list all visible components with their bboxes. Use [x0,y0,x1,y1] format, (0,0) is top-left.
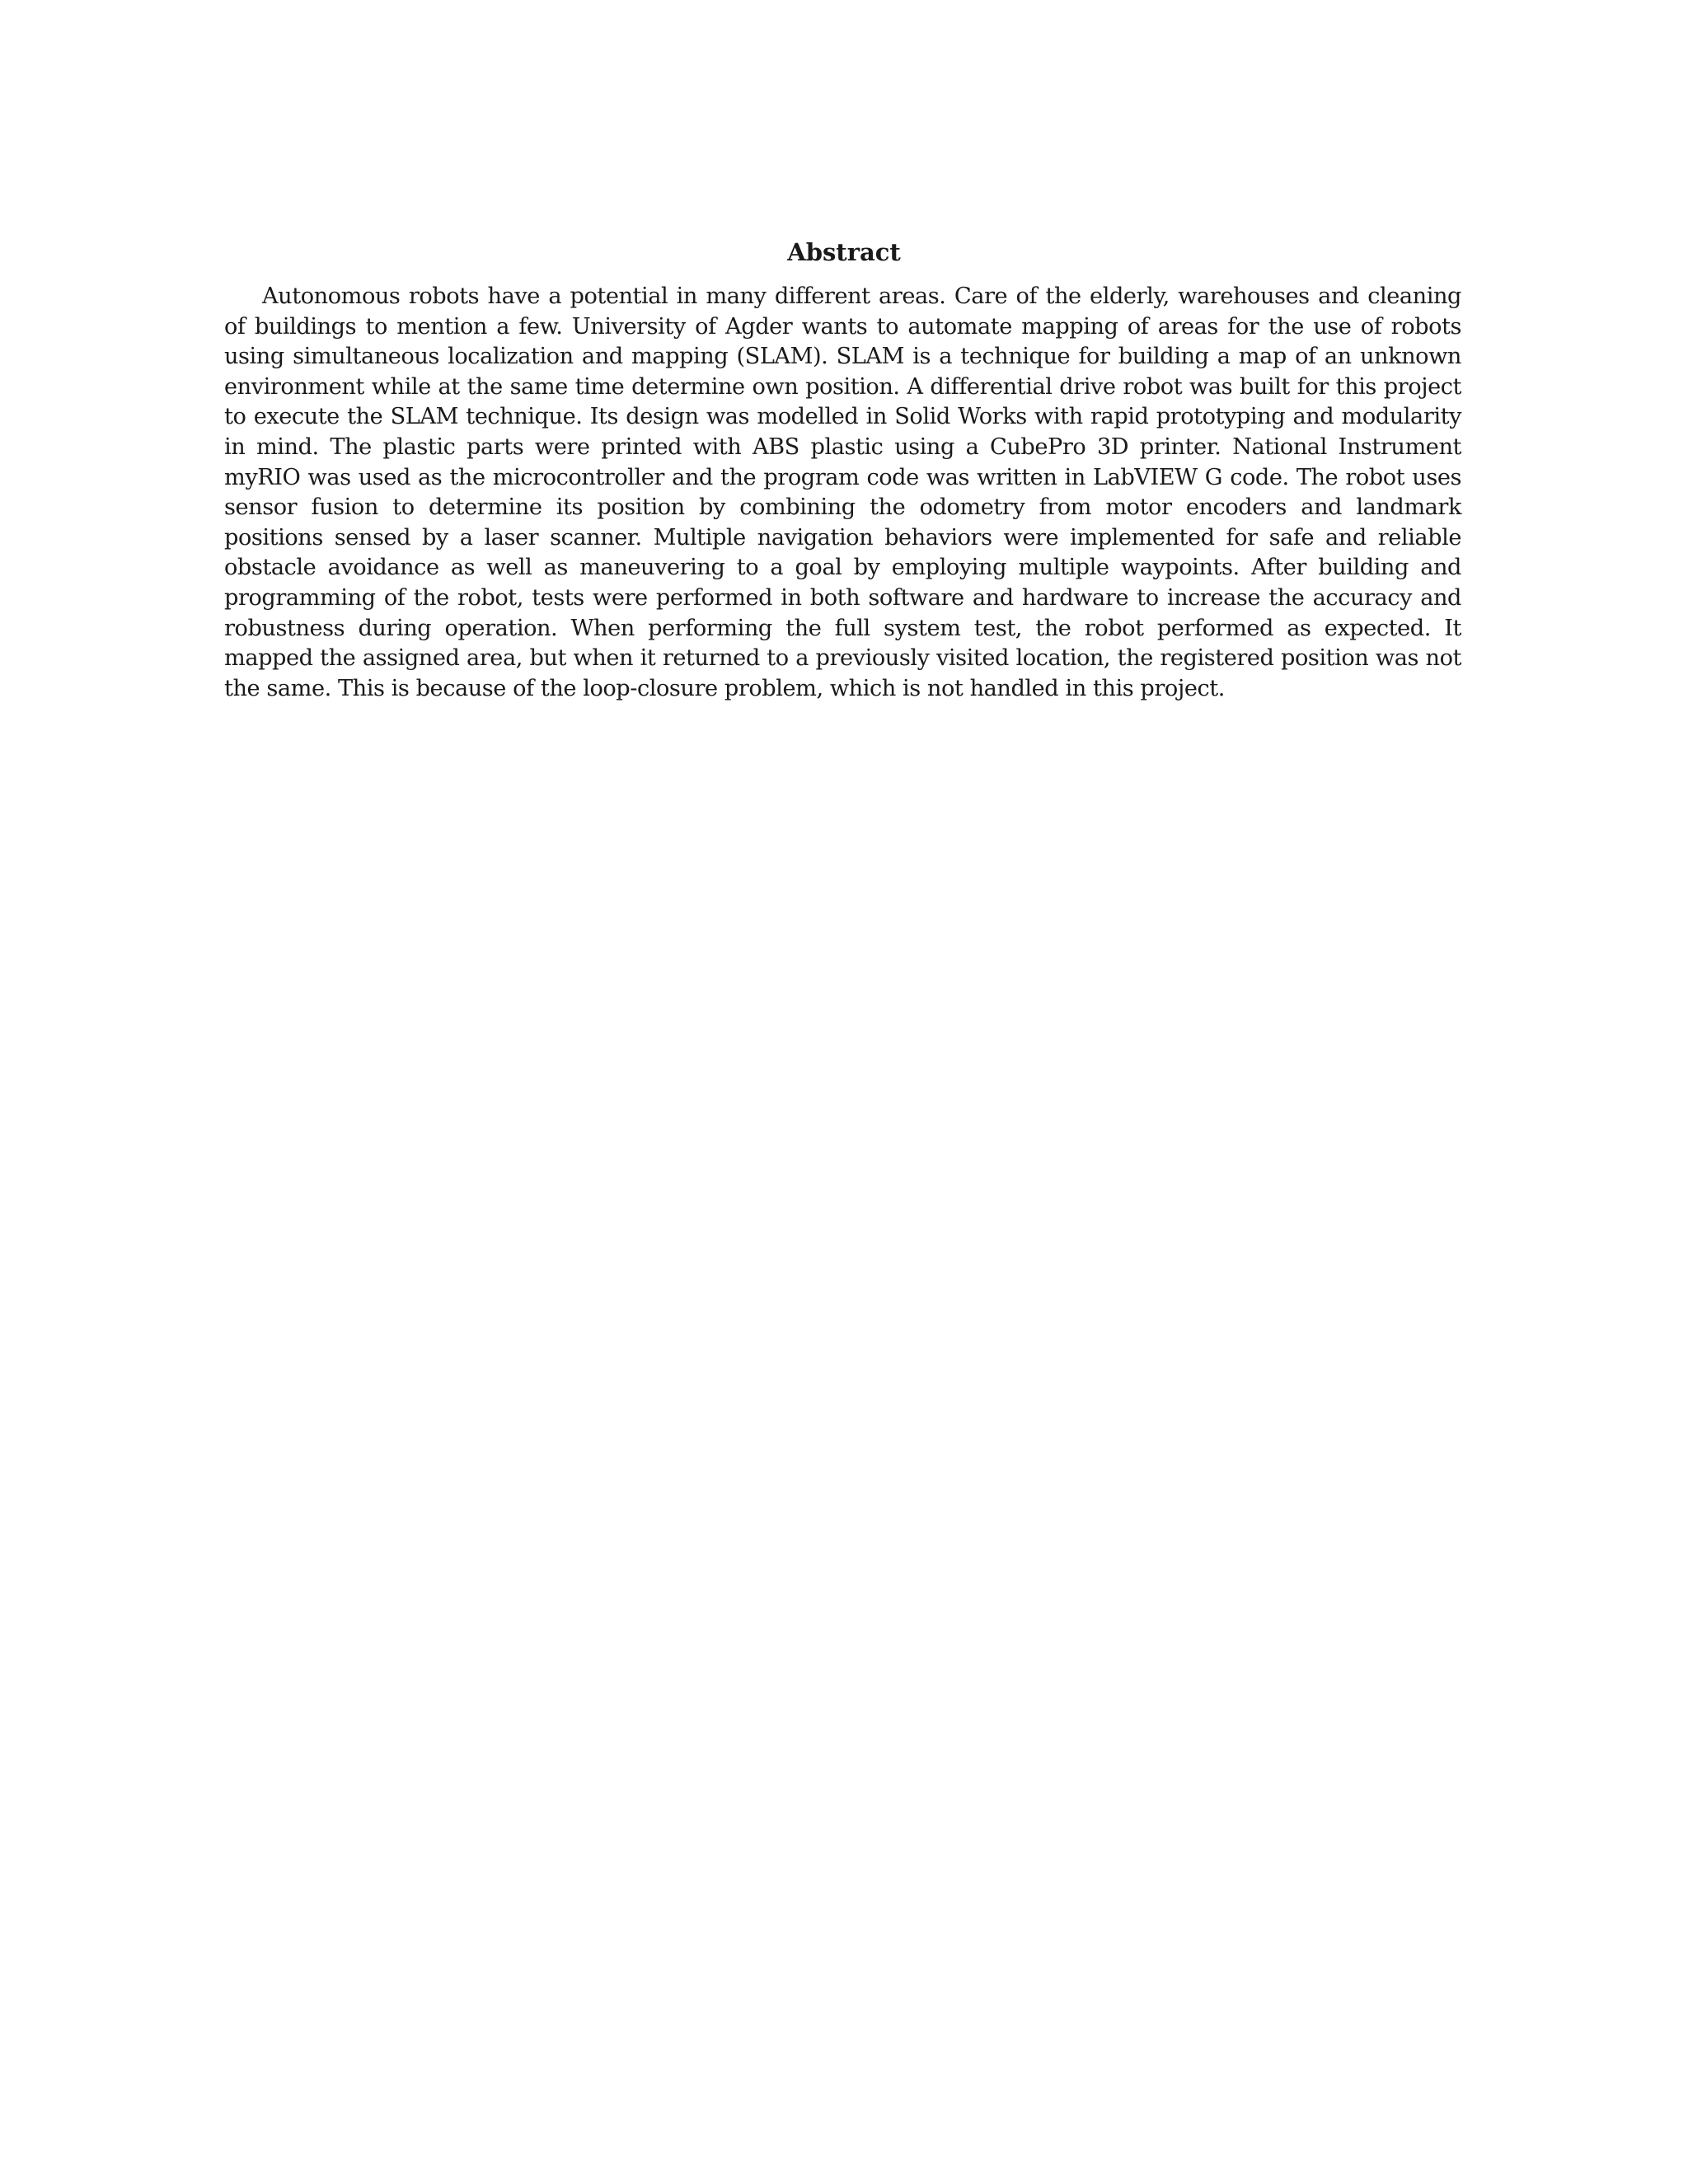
abstract-heading: Abstract [787,238,901,266]
abstract-paragraph: Autonomous robots have a potential in many different areas. Care of the elderly, warehouses and cleaning of buildings to mention a few. University of Agder wants to automate mapping of areas for the use of robots using simultaneous localization and mapping (SLAM). SLAM is a technique for building a map of an unknown environment while at the same time determine own position. A differential drive robot was built for this project to execute the SLAM technique. Its design was modelled in Solid Works with rapid prototyping and modularity in mind. The plastic parts were printed with ABS plastic using a CubePro 3D printer. National Instrument myRIO was used as the microcontroller and the program code was written in LabVIEW G code. The robot uses sensor fusion to determine its position by combining the odometry from motor encoders and landmark positions sensed by a laser scanner. Multiple navigation behaviors were implemented for safe and reliable obstacle avoidance as well as maneuvering to a goal by employing multiple waypoints. After building and programming of the robot, tests were performed in both software and hardware to increase the accuracy and robustness during operation. When performing the full system test, the robot performed as expected. It mapped the assigned area, but when it returned to a previously visited location, the registered position was not the same. This is because of the loop-closure problem, which is not handled in this project. [224,284,1461,701]
